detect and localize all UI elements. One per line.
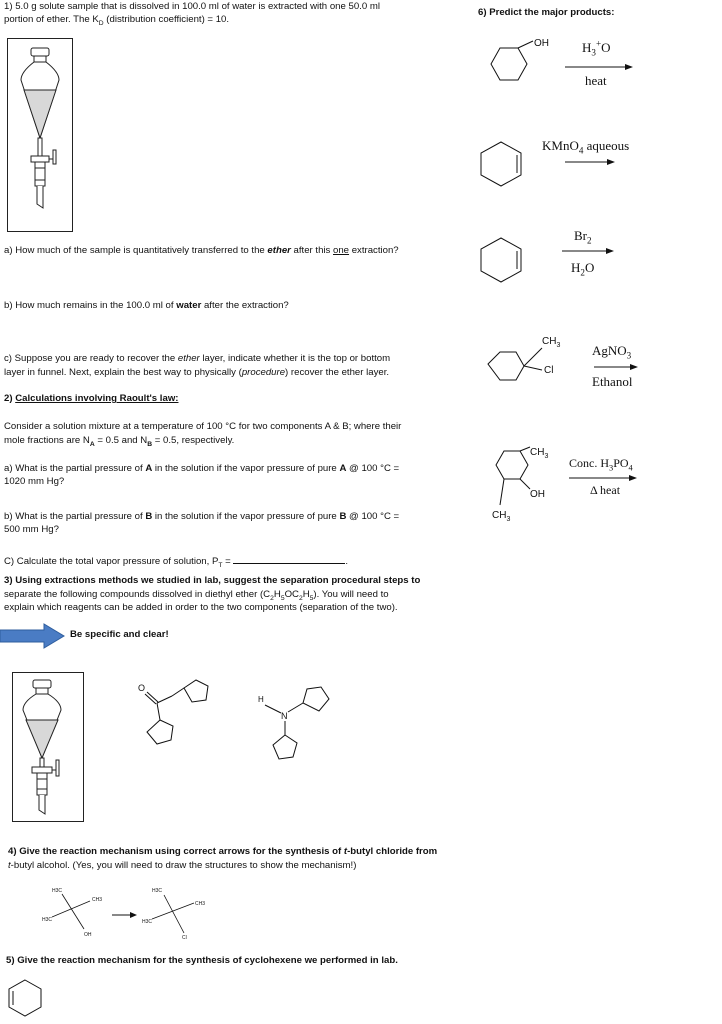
q1-line-1: 1) 5.0 g solute sample that is dissolved in 100.0 ml of water is extracted with one 50.0 ml [4,1,380,12]
label-h3c-top-2: H3C [152,888,163,894]
r4-reagent: AgNO$_3$ [592,343,632,361]
q2-part-b-line-1: b) What is the partial pressure of B in the solution if the vapor pressure of pure B @ 100 °C = [4,511,400,522]
q2-part-a-line-2: 1020 mm Hg? [4,476,65,487]
q2-part-a-line-1: a) What is the partial pressure of A in the solution if the vapor pressure of pure A @ 100 °C = [4,463,400,474]
q2-part-b-line-2: 500 mm Hg? [4,524,59,535]
ketone-structure [136,680,216,760]
q3-line-1: 3) Using extractions methods we studied in lab, suggest the separation procedural steps to [4,575,421,586]
r4-ch3-sub: 3 [556,342,561,349]
label-oh: OH [84,932,92,938]
r5-oh-label: OH [530,489,545,500]
amine-n-label: N [281,711,288,721]
q1-part-a: a) How much of the sample is quantitatively transferred to the ether after this one extraction? [4,245,399,256]
q4-line-1: 4) Give the reaction mechanism using correct arrows for the synthesis of t-butyl chloride from [8,846,438,857]
separatory-funnel-figure-1 [7,38,73,232]
q3-line-2: separate the following compounds dissolved in diethyl ether $(C_2H_5OC_2H_5)$. You will need to [4,589,389,602]
tert-butyl-alcohol-structure [40,885,110,940]
label-ch3-right: CH3 [92,897,103,903]
label-ch3-right-2: CH3 [195,901,206,907]
r5-reagent: Conc. $H_3PO_4$ [569,456,633,473]
r1-oh-label: OH [534,38,549,49]
separatory-funnel-figure-2 [12,672,84,822]
q4-line-2: t-butyl alcohol. (Yes, you will need to draw the structures to show the mechanism!) [8,860,357,871]
r3-condition: $H_2O$ [571,260,595,278]
q3-line-3: explain which reagents can be added in order to the two components (separation of the two). [4,602,398,613]
r4-arrow [594,363,644,371]
answer-blank-line[interactable] [233,554,345,564]
cyclohexene-r3-structure [478,236,524,284]
r4-cl-label: Cl [544,365,554,376]
q2-heading: 2) Calculations involving Raoult's law: [4,393,179,404]
r5-arrow [569,474,641,482]
label-h3c-left-2: H3C [142,919,153,925]
r5-ch3-bot-label: CH [492,510,507,521]
r1-condition: heat [585,73,607,88]
svg-text:CH3 [492,510,510,523]
amine-structure [255,685,335,770]
cyclohexene-r2-structure [478,140,524,188]
amine-h-label: H [258,695,264,704]
reaction-arrow [112,912,138,918]
r3-reagent: $Br_2$ [574,228,592,246]
q3-callout: Be specific and clear! [70,629,169,640]
q2-intro-line-1: Consider a solution mixture at a temperature of 100 °C for two components A & B; where their [4,421,402,432]
q5-line-1: 5) Give the reaction mechanism for the synthesis of cyclohexene we performed in lab. [6,955,398,966]
r1-reagent: $H_3^+O$ [582,38,611,58]
q1-line-2: portion of ether. The $K_D$ (distribution coefficient) = 10. [4,14,230,27]
r4-ch3-label: CH [542,336,557,347]
blue-arrow-icon [0,623,66,649]
q2-intro-line-2: mole fractions are $N_A = 0.5$ and $N_B = 0.5$, respectively. [4,435,235,448]
svg-text:O: O [138,683,146,693]
r3-arrow [562,247,622,255]
svg-text:CH3 [530,447,548,460]
chloromethylcyclohexane-structure [478,330,568,394]
q6-heading: 6) Predict the major products: [478,7,615,18]
r5-ch3-bot-sub: 3 [506,516,511,523]
r5-ch3-top-sub: 3 [544,453,549,460]
label-h3c-left: H3C [42,917,53,923]
r5-ch3-top-label: CH [530,447,545,458]
r2-reagent: KMnO$_4$ aqueous [542,138,630,156]
r2-arrow [565,158,635,166]
q2-part-c: C) Calculate the total vapor pressure of solution, $P_T$ = . [4,556,349,569]
r5-condition: Δ heat [590,483,621,497]
r4-condition: Ethanol [592,374,633,389]
q1-part-c-line-1: c) Suppose you are ready to recover the ether layer, indicate whether it is the top or bottom [4,353,391,364]
q1-part-c-line-2: layer in funnel. Next, explain the best way to physically (procedure) recover the ether layer. [4,367,390,378]
dimethylcyclohexanol-structure [478,445,558,525]
label-h3c-top: H3C [52,888,63,894]
r1-arrow [565,63,635,71]
q1-part-b: b) How much remains in the 100.0 ml of water after the extraction? [4,300,289,311]
svg-text:CH3 [542,336,560,349]
cyclohexanol-structure [478,36,556,92]
tert-butyl-chloride-structure [140,885,210,945]
cyclohexene-structure [6,978,44,1018]
label-cl: Cl [182,935,187,941]
